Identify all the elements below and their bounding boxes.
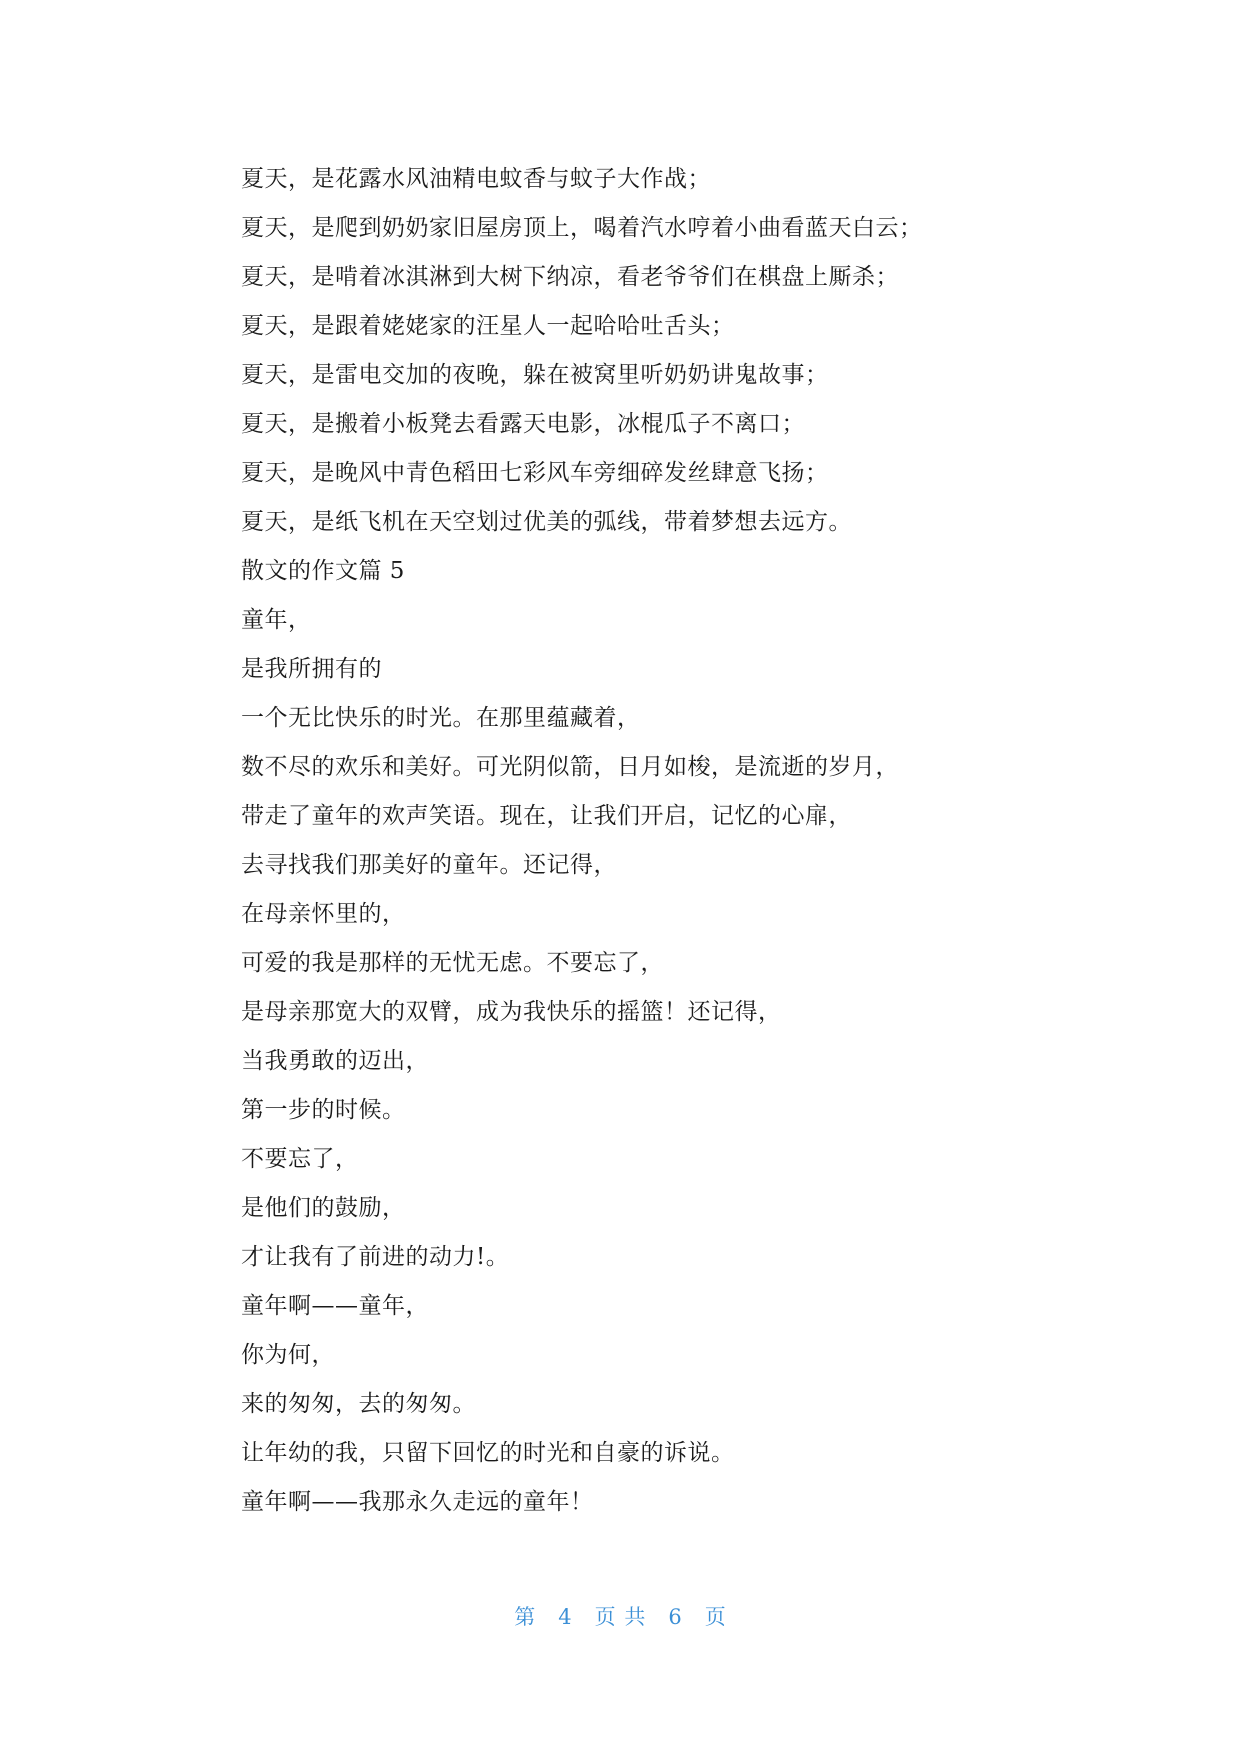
text-line: 夏天，是花露水风油精电蚊香与蚊子大作战； [241,166,711,192]
text-line: 你为何， [241,1342,335,1368]
text-line: 夏天，是纸飞机在天空划过优美的弧线，带着梦想去远方。 [241,509,852,535]
text-line: 数不尽的欢乐和美好。可光阴似箭，日月如梭，是流逝的岁月， [241,754,899,780]
text-line: 夏天，是晚风中青色稻田七彩风车旁细碎发丝肆意飞扬； [241,460,829,486]
footer-current-page: 4 [558,1605,573,1629]
text-line: 夏天，是爬到奶奶家旧屋房顶上，喝着汽水哼着小曲看蓝天白云； [241,215,923,241]
text-line: 童年， [241,607,312,633]
text-line: 是母亲那宽大的双臂，成为我快乐的摇篮！还记得， [241,999,782,1025]
text-line: 夏天，是雷电交加的夜晚，躲在被窝里听奶奶讲鬼故事； [241,362,829,388]
text-line: 去寻找我们那美好的童年。还记得， [241,852,617,878]
text-line: 童年啊——童年， [241,1293,429,1319]
document-body [241,155,1061,1527]
footer-total-pages: 6 [668,1605,683,1629]
section-heading: 散文的作文篇 5 [241,558,405,584]
footer-middle: 页 共 [594,1605,647,1629]
text-line: 来的匆匆，去的匆匆。 [241,1391,476,1417]
text-line: 让年幼的我，只留下回忆的时光和自豪的诉说。 [241,1440,735,1466]
text-line: 童年啊——我那永久走远的童年！ [241,1489,594,1515]
text-line: 是他们的鼓励， [241,1195,406,1221]
text-line: 带走了童年的欢声笑语。现在，让我们开启，记忆的心扉， [241,803,852,829]
text-line: 是我所拥有的 [241,656,382,682]
text-line: 不要忘了， [241,1146,359,1172]
text-line: 夏天，是跟着姥姥家的汪星人一起哈哈吐舌头； [241,313,735,339]
text-line: 可爱的我是那样的无忧无虑。不要忘了， [241,950,664,976]
text-line: 一个无比快乐的时光。在那里蕴藏着， [241,705,641,731]
text-line: 第一步的时候。 [241,1097,406,1123]
text-line: 才让我有了前进的动力!。 [241,1244,510,1270]
footer-prefix: 第 [514,1605,537,1629]
text-line: 夏天，是啃着冰淇淋到大树下纳凉，看老爷爷们在棋盘上厮杀； [241,264,899,290]
text-line: 当我勇敢的迈出， [241,1048,429,1074]
page-footer [0,1602,1241,1632]
text-line: 夏天，是搬着小板凳去看露天电影，冰棍瓜子不离口； [241,411,805,437]
footer-suffix: 页 [704,1605,727,1629]
text-line: 在母亲怀里的， [241,901,406,927]
